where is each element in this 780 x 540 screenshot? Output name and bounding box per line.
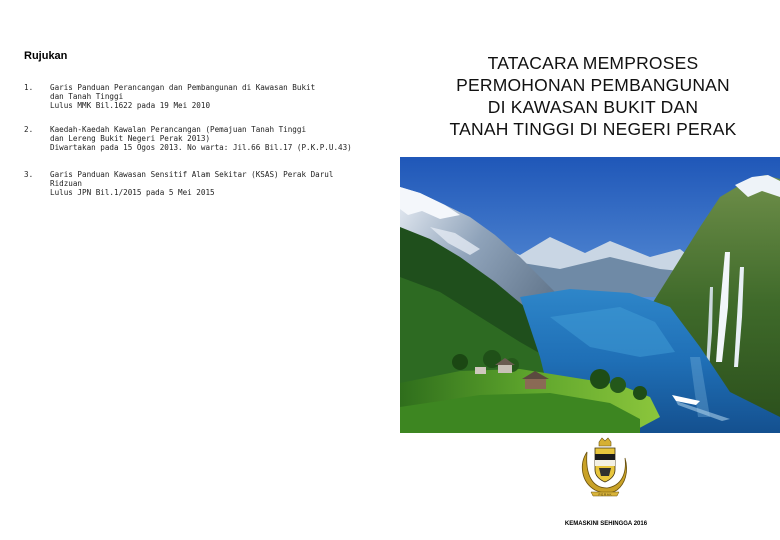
reference-line: Garis Panduan Kawasan Sensitif Alam Sekitar (KSAS) Perak Darul [50,170,334,179]
reference-number: 3. [24,170,34,179]
title-line: DI KAWASAN BUKIT DAN [487,97,699,117]
reference-number: 2. [24,125,34,134]
cover-page [390,0,780,540]
reference-text [50,170,335,197]
title-line: TATACARA MEMPROSES [487,53,699,73]
crest-caption: P E R A K [598,492,612,497]
reference-line: dan Tanah Tinggi [50,92,124,101]
reference-line: dan Lereng Bukit Negeri Perak 2013) [50,134,211,143]
reference-line: Diwartakan pada 15 Ogos 2013. No warta: Jil.66 Bil.17 (P.K.P.U.43) [50,143,352,152]
document-title [420,52,766,140]
title-line: PERMOHONAN PEMBANGUNAN [456,75,730,95]
reference-line: Kaedah-Kaedah Kawalan Perancangan (Pemajuan Tanah Tinggi [50,125,307,134]
reference-text [50,125,352,152]
reference-number: 1. [24,83,34,92]
reference-line: Lulus JPN Bil.1/2015 pada 5 Mei 2015 [50,188,215,197]
reference-text [50,83,335,110]
perak-state-crest [577,436,633,500]
update-note: KEMASKINI SEHINGGA 2016 [564,521,648,527]
title-line: TANAH TINGGI DI NEGERI PERAK [449,119,737,139]
references-heading: Rujukan [24,50,68,62]
reference-line: Ridzuan [50,179,83,188]
fjord-landscape-photo [400,157,780,433]
reference-line: Lulus MMK Bil.1622 pada 19 Mei 2010 [50,101,211,110]
reference-line: Garis Panduan Perancangan dan Pembangunan di Kawasan Bukit [50,83,316,92]
